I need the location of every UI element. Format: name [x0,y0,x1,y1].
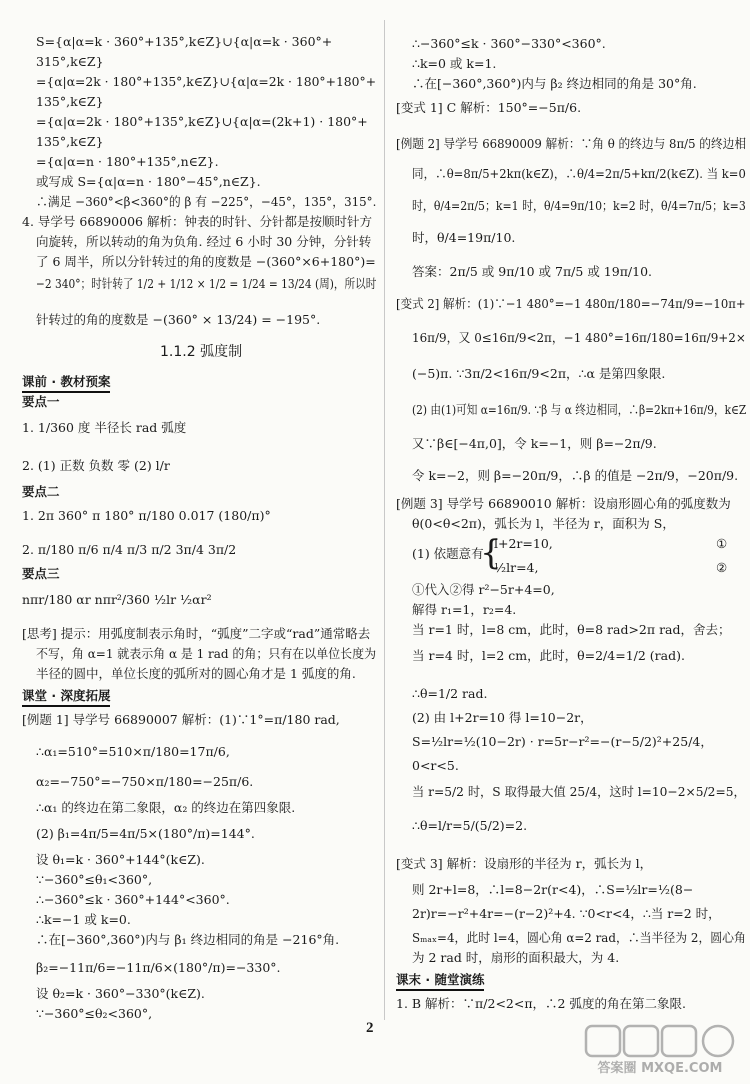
right-text-line: 同，∴θ=8π/5+2kπ(k∈Z)，∴θ/4=2π/5+kπ/2(k∈Z). 当 k=0 [412,166,746,181]
left-text-line: [例题 1] 导学号 66890007 解析：(1)∵1°=π/180 rad, [22,712,340,727]
right-text-line: Sₘₐₓ=4，此时 l=4，圆心角 α=2 rad，∴当半径为 2，圆心角 [412,930,746,945]
left-text-line: 135°,k∈Z} [36,134,104,149]
right-text-line: ① [716,536,728,551]
left-text-line: 315°,k∈Z} [36,54,104,69]
left-text-line: ∴α₁ 的终边在第二象限，α₂ 的终边在第四象限. [36,800,296,815]
left-text-line: −2 340°；时针转了 1/2 + 1/12 × 1/2 = 1/24 = 13/24 (周)，所以时 [36,276,377,291]
right-text-line: S=½lr=½(10−2r) · r=5r−r²=−(r−5/2)²+25/4， [412,734,713,749]
left-text-line: 课前 · 教材预案 [22,374,110,393]
right-text-line: 1. B 解析：∵π/2<2<π，∴2 弧度的角在第二象限. [396,996,686,1011]
column-divider [384,20,385,1020]
right-text-line: 当 r=4 时，l=2 cm，此时，θ=2/4=1/2 (rad). [412,648,685,663]
left-text-line: ∴满足 −360°<β<360°的 β 有 −225°，−45°，135°，315°. [36,194,377,209]
left-text-line: ∴α₁=510°=510×π/180=17π/6, [36,744,230,759]
left-text-line: 不写，角 α=1 就表示角 α 是 1 rad 的角；只有在以单位长度为 [36,646,377,661]
left-text-line: [思考] 提示：用弧度制表示角时，“弧度”二字或“rad”通常略去 [22,626,371,641]
right-text-line: [例题 2] 导学号 66890009 解析：∵角 θ 的终边与 8π/5 的终边相 [396,136,747,151]
left-text-line: 课堂 · 深度拓展 [22,688,110,707]
right-text-line: [例题 3] 导学号 66890010 解析：设扇形圆心角的弧度数为 [396,496,731,511]
left-text-line: 2. π/180 π/6 π/4 π/3 π/2 3π/4 3π/2 [22,542,237,557]
right-text-line: ∴在[−360°,360°)内与 β₂ 终边相同的角是 30°角. [412,76,697,91]
right-text-line: 又∵β∈[−4π,0]，令 k=−1，则 β=−2π/9. [412,436,657,451]
left-text-line: 2. (1) 正数 负数 零 (2) l/r [22,458,170,473]
page-number: 2 [366,1020,374,1036]
right-text-line: l+2r=10, [494,536,553,551]
watermark-logo [580,1020,740,1078]
right-text-line: ② [716,560,728,575]
left-text-line: ∴−360°≤k · 360°+144°<360°. [36,892,230,907]
left-text-line: ={α|α=2k · 180°+135°,k∈Z}∪{α|α=2k · 180°+180°+ [36,74,377,89]
right-text-line: 0<r<5. [412,758,459,773]
left-text-line: 设 θ₂=k · 360°−330°(k∈Z). [36,986,205,1001]
right-text-line: 课末 · 随堂演练 [396,972,484,991]
right-text-line: (−5)π. ∵3π/2<16π/9<2π，∴α 是第四象限. [412,366,666,381]
left-text-line: 针转过的角的度数是 −(360° × 13/24) = −195°. [36,312,321,327]
right-text-line: (2) 由(1)可知 α=16π/9. ∵β 与 α 终边相同，∴β=2kπ+16π/9，k∈Z [412,402,747,417]
right-text-line: [变式 1] C 解析：150°=−5π/6. [396,100,582,115]
left-text-line: 1. 1/360 度 半径长 rad 弧度 [22,420,187,435]
right-text-line: 时，θ/4=2π/5；k=1 时，θ/4=9π/10；k=2 时，θ/4=7π/5；k=3 [412,198,746,213]
right-text-line: [变式 3] 解析：设扇形的半径为 r，弧长为 l， [396,856,653,871]
left-text-line: 半径的圆中，单位长度的弧所对的圆心角才是 1 弧度的角. [36,666,356,681]
left-text-line: 设 θ₁=k · 360°+144°(k∈Z). [36,852,205,867]
left-text-line: ∴在[−360°,360°)内与 β₁ 终边相同的角是 −216°角. [36,932,340,947]
left-text-line: 要点二 [22,484,60,499]
right-text-line: ∴θ=l/r=5/(5/2)=2. [412,818,528,833]
section-title: 1.1.2 弧度制 [160,344,243,360]
right-text-line: [变式 2] 解析：(1)∵−1 480°=−1 480π/180=−74π/9=−10π+ [396,296,746,311]
right-text-line: ∴−360°≤k · 360°−330°<360°. [412,36,606,51]
right-text-line: ①代入②得 r²−5r+4=0, [412,582,555,597]
left-text-line: α₂=−750°=−750×π/180=−25π/6. [36,774,254,789]
watermark-text: 答案圈 MXQE.COM [597,1061,723,1076]
left-text-line: 4. 导学号 66890006 解析：钟表的时针、分针都是按顺时针方 [22,214,372,229]
right-text-line: θ(0<θ<2π)，弧长为 l，半径为 r，面积为 S， [412,516,675,531]
left-text-line: ={α|α=2k · 180°+135°,k∈Z}∪{α|α=(2k+1) · 180°+ [36,114,368,129]
left-text-line: ∴k=−1 或 k=0. [36,912,131,927]
equation-brace: { [480,533,502,573]
left-text-line: 了 6 周半，所以分针转过的角的度数是 −(360°×6+180°)= [36,254,376,269]
right-text-line: 时，θ/4=19π/10. [412,230,516,245]
right-text-line: 为 2 rad 时，扇形的面积最大，为 4. [412,950,620,965]
left-text-line: 要点一 [22,394,60,409]
left-text-line: 1. 2π 360° π 180° π/180 0.017 (180/π)° [22,508,271,523]
right-text-line: 当 r=5/2 时，S 取得最大值 25/4，这时 l=10−2×5/2=5， [412,784,746,799]
right-text-line: (2) 由 l+2r=10 得 l=10−2r， [412,710,593,725]
left-text-line: S={α|α=k · 360°+135°,k∈Z}∪{α|α=k · 360°+ [36,34,333,49]
right-text-line: ½lr=4, [494,560,539,575]
right-text-line: 解得 r₁=1，r₂=4. [412,602,517,617]
right-text-line: 2r)r=−r²+4r=−(r−2)²+4. ∵0<r<4，∴当 r=2 时， [412,906,721,921]
left-text-line: 135°,k∈Z} [36,94,104,109]
left-text-line: ={α|α=n · 180°+135°,n∈Z}. [36,154,219,169]
right-text-line: 当 r=1 时，l=8 cm，此时，θ=8 rad>2π rad，舍去； [412,622,731,637]
right-text-line: 答案：2π/5 或 9π/10 或 7π/5 或 19π/10. [412,264,653,279]
right-text-line: ∴k=0 或 k=1. [412,56,497,71]
right-text-line: ∴θ=1/2 rad. [412,686,488,701]
left-text-line: ∵−360°≤θ₂<360°, [36,1006,153,1021]
left-text-line: (2) β₁=4π/5=4π/5×(180°/π)=144°. [36,826,255,841]
left-text-line: 向旋转，所以转动的角为负角. 经过 6 小时 30 分钟，分针转 [36,234,372,249]
left-text-line: 或写成 S={α|α=n · 180°−45°,n∈Z}. [36,174,261,189]
left-text-line: ∵−360°≤θ₁<360°, [36,872,153,887]
left-text-line: nπr/180 αr nπr²/360 ½lr ½αr² [22,592,212,607]
right-text-line: (1) 依题意有 [412,546,484,561]
right-text-line: 令 k=−2，则 β=−20π/9，∴β 的值是 −2π/9，−20π/9. [412,468,739,483]
left-text-line: 要点三 [22,566,60,581]
left-text-line: β₂=−11π/6=−11π/6×(180°/π)=−330°. [36,960,281,975]
right-text-line: 16π/9，又 0≤16π/9<2π，−1 480°=16π/180=16π/9+2× [412,330,746,345]
right-text-line: 则 2r+l=8，∴l=8−2r(r<4)，∴S=½lr=½(8− [412,882,694,897]
